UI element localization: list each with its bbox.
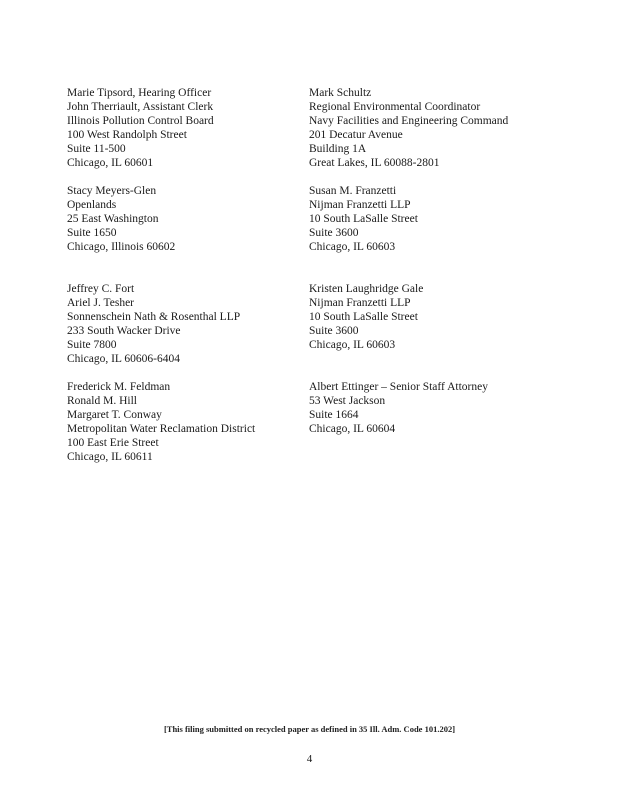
address-line: Chicago, IL 60604 (309, 423, 396, 435)
address-line: 201 Decatur Avenue (309, 129, 403, 141)
address-line: Chicago, IL 60606-6404 (67, 353, 180, 365)
address-line: Metropolitan Water Reclamation District (67, 423, 256, 435)
address-line: Illinois Pollution Control Board (67, 115, 214, 127)
recycled-paper-note: [This filing submitted on recycled paper as defined in 35 Ill. Adm. Code 101.202] (163, 724, 456, 734)
address-line: Chicago, IL 60601 (67, 157, 154, 169)
address-block-right-2 (309, 184, 418, 254)
address-line: Suite 1650 (67, 227, 117, 239)
address-line: Albert Ettinger – Senior Staff Attorney (309, 381, 488, 393)
address-line: Chicago, IL 60603 (309, 241, 396, 253)
address-line: Chicago, IL 60611 (67, 451, 153, 463)
address-line: Navy Facilities and Engineering Command (309, 115, 509, 127)
address-line: Stacy Meyers-Glen (67, 185, 157, 197)
address-line: Suite 1664 (309, 409, 359, 421)
address-line: Chicago, Illinois 60602 (67, 241, 176, 253)
address-line: Sonnenschein Nath & Rosenthal LLP (67, 311, 241, 323)
address-block-right-4 (309, 380, 488, 436)
address-line: Jeffrey C. Fort (67, 283, 135, 295)
address-line: Marie Tipsord, Hearing Officer (67, 87, 212, 99)
address-line: Building 1A (309, 143, 367, 155)
address-line: Margaret T. Conway (67, 409, 162, 421)
address-line: Ariel J. Tesher (67, 297, 135, 309)
address-line: Ronald M. Hill (67, 395, 137, 407)
address-block-left-4 (67, 380, 255, 464)
address-line: 10 South LaSalle Street (309, 311, 418, 323)
address-block-left-2 (67, 184, 175, 254)
address-block-right-1 (309, 86, 508, 170)
address-line: Great Lakes, IL 60088-2801 (309, 157, 440, 169)
address-line: Susan M. Franzetti (309, 185, 397, 197)
address-line: 10 South LaSalle Street (309, 213, 418, 225)
address-line: 25 East Washington (67, 213, 159, 225)
address-block-left-1 (67, 86, 214, 170)
address-line: 53 West Jackson (309, 395, 386, 407)
address-line: Suite 3600 (309, 325, 359, 337)
address-line: Frederick M. Feldman (67, 381, 171, 393)
address-line: Kristen Laughridge Gale (309, 283, 424, 295)
address-line: John Therriault, Assistant Clerk (67, 101, 214, 113)
address-line: Chicago, IL 60603 (309, 339, 396, 351)
address-line: 100 East Erie Street (67, 437, 159, 449)
address-line: Suite 11-500 (67, 143, 126, 155)
address-line: Suite 3600 (309, 227, 359, 239)
address-line: Regional Environmental Coordinator (309, 101, 481, 113)
address-line: Openlands (67, 199, 117, 211)
address-line: Mark Schultz (309, 87, 372, 99)
address-line: 233 South Wacker Drive (67, 325, 181, 337)
address-line: Nijman Franzetti LLP (309, 297, 411, 309)
address-line: Nijman Franzetti LLP (309, 199, 411, 211)
address-line: 100 West Randolph Street (67, 129, 187, 141)
address-line: Suite 7800 (67, 339, 117, 351)
page-number: 4 (306, 753, 313, 765)
address-block-left-3 (67, 282, 240, 366)
address-block-right-3 (309, 282, 423, 352)
